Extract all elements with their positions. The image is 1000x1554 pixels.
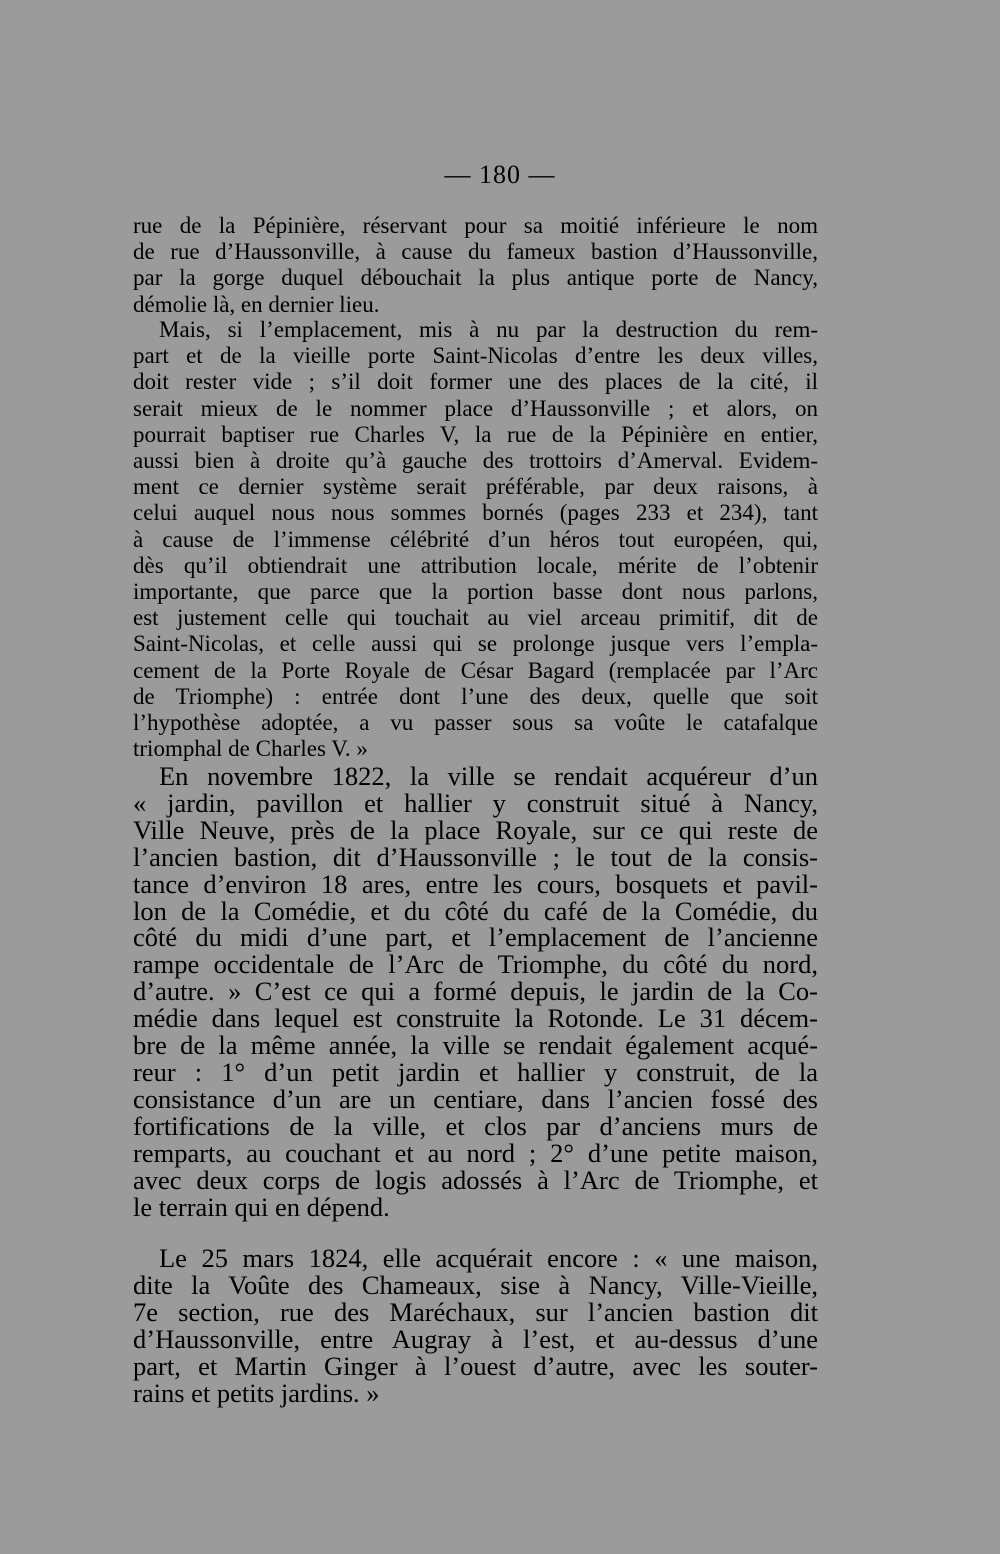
text-line: dès qu’il obtiendrait une attribution locale, mérite de l’obtenir	[133, 552, 818, 578]
text-line: 7e section, rue des Maréchaux, sur l’ancien bastion dit	[133, 1296, 818, 1327]
text-line: d’Haussonville, entre Augray à l’est, et au-dessus d’une	[133, 1323, 818, 1354]
text-line: « jardin, pavillon et hallier y construit situé à Nancy,	[133, 787, 818, 818]
text-line: à cause de l’immense célébrité d’un héros tout européen, qui,	[133, 526, 818, 552]
text-line: avec deux corps de logis adossés à l’Arc de Triomphe, et	[133, 1164, 818, 1195]
text-line: médie dans lequel est construite la Rotonde. Le 31 décem-	[133, 1003, 818, 1034]
paragraph-2	[133, 317, 818, 762]
text-line: rampe occidentale de l’Arc de Triomphe, du côté du nord,	[133, 949, 818, 980]
text-line: Le 25 mars 1824, elle acquérait encore : « une maison,	[159, 1243, 818, 1273]
text-line: fortifications de la ville, et clos par d’anciens murs de	[133, 1110, 818, 1141]
text-line: rue de la Pépinière, réservant pour sa moitié inférieure le nom	[133, 213, 818, 238]
paragraph-4	[133, 1245, 818, 1406]
text-line: doit rester vide ; s’il doit former une des places de la cité, il	[133, 369, 818, 395]
text-line: pourrait baptiser rue Charles V, la rue de la Pépinière en entier,	[133, 421, 818, 447]
text-line: de rue d’Haussonville, à cause du fameux bastion d’Haussonville,	[133, 239, 818, 265]
text-line: d’autre. » C’est ce qui a formé depuis, le jardin de la Co-	[133, 976, 818, 1007]
text-line: l’hypothèse adoptée, a vu passer sous sa voûte le catafalque	[133, 710, 818, 736]
text-line: celui auquel nous nous sommes bornés (pages 233 et 234), tant	[133, 500, 818, 526]
text-line: par la gorge duquel débouchait la plus antique porte de Nancy,	[133, 265, 818, 291]
text-line: part, et Martin Ginger à l’ouest d’autre, avec les souter-	[133, 1350, 818, 1381]
text-line: ment ce dernier système serait préférable, par deux raisons, à	[133, 474, 818, 500]
text-line: triomphal de Charles V. »	[133, 736, 368, 762]
text-line: consistance d’un are un centiare, dans l’ancien fossé des	[133, 1083, 818, 1114]
text-line: rains et petits jardins. »	[133, 1377, 380, 1408]
text-line: En novembre 1822, la ville se rendait acquéreur d’un	[159, 761, 818, 791]
text-line: le terrain qui en dépend.	[133, 1191, 390, 1222]
text-line: Ville Neuve, près de la place Royale, sur ce qui reste de	[133, 814, 818, 845]
text-line: aussi bien à droite qu’à gauche des trottoirs d’Amerval. Evidem-	[133, 448, 818, 474]
text-line: Saint-Nicolas, et celle aussi qui se prolonge jusque vers l’empla-	[133, 631, 818, 657]
text-line: bre de la même année, la ville se rendait également acqué-	[133, 1030, 818, 1061]
text-line: lon de la Comédie, et du côté du café de la Comédie, du	[133, 895, 818, 926]
text-line: reur : 1° d’un petit jardin et hallier y construit, de la	[133, 1056, 818, 1087]
text-line: tance d’environ 18 ares, entre les cours, bosquets et pavil-	[133, 868, 818, 899]
text-line: l’ancien bastion, dit d’Haussonville ; le tout de la consis-	[133, 841, 818, 872]
text-line: dite la Voûte des Chameaux, sise à Nancy, Ville-Vieille,	[133, 1269, 818, 1300]
text-line: importante, que parce que la portion basse dont nous parlons,	[133, 579, 818, 605]
text-line: est justement celle qui touchait au viel arceau primitif, dit de	[133, 605, 818, 631]
page-number: — 180 —	[444, 160, 556, 189]
text-line: démolie là, en dernier lieu.	[133, 291, 380, 317]
paragraph-1	[133, 213, 818, 318]
text-line: de Triomphe) : entrée dont l’une des deux, quelle que soit	[133, 683, 818, 709]
text-line: cement de la Porte Royale de César Bagard (remplacée par l’Arc	[133, 657, 818, 683]
text-line: part et de la vieille porte Saint-Nicolas d’entre les deux villes,	[133, 343, 818, 369]
paragraph-3	[133, 763, 818, 1220]
text-line: côté du midi d’une part, et l’emplacement de l’ancienne	[133, 922, 818, 953]
text-line: serait mieux de le nommer place d’Haussonville ; et alors, on	[133, 395, 818, 421]
text-line: remparts, au couchant et au nord ; 2° d’une petite maison,	[133, 1137, 818, 1168]
text-line: Mais, si l’emplacement, mis à nu par la destruction du rem-	[159, 317, 818, 342]
